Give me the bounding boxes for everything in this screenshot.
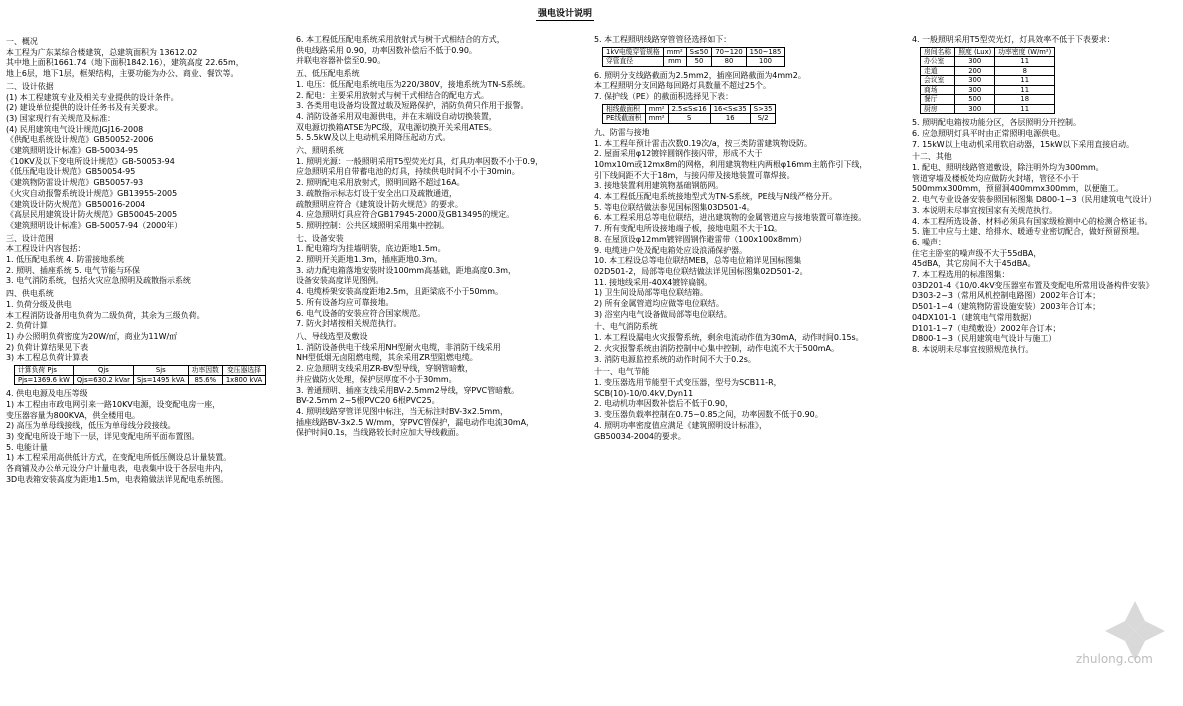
table-cell: 8: [995, 66, 1055, 76]
text-line: 3. 疏散指示标志灯设于安全出口及疏散通道，: [296, 187, 458, 198]
table-cell: mm²: [663, 47, 686, 57]
column-2: [296, 34, 581, 438]
table-cell: S: [668, 114, 710, 124]
text-line: 04DX101-1（建筑电气常用数据）: [912, 311, 1037, 322]
text-line: 5. 照明控制：公共区域照明采用集中控制。: [296, 219, 450, 230]
text-line: 8. 在屋顶设φ12mm镀锌圆钢作避雷带（100x100x8mm）: [594, 233, 807, 244]
text-line: 10. 本工程设总等电位联结MEB，总等电位箱详见国标图集: [594, 255, 802, 266]
table-row: [921, 76, 1055, 86]
text-line: 本工程消防设备用电负荷为二级负荷，其余为三级负荷。: [6, 309, 205, 320]
text-line: 5. 照明配电箱按功能分区，各层照明分开控制。: [912, 117, 1081, 128]
text-line: 1. 消防设备供电干线采用NH型耐火电缆，非消防干线采用: [296, 341, 501, 352]
text-line: 2) 所有金属管道均应做等电位联结。: [594, 298, 724, 309]
table-cell: 厨房: [921, 104, 955, 114]
table-cell: 商场: [921, 85, 955, 95]
table-cell: 相线截面积: [603, 104, 646, 114]
text-line: 45dBA，其它房间不大于45dBA。: [912, 258, 1036, 269]
table-cell: 房间名称: [921, 47, 955, 57]
text-line: 03D201-4《10/0.4kV变压器室布置及变配电所常用设备构件安装》: [912, 279, 1154, 290]
text-line: 1. 电压：低压配电系统电压为220/380V，接地系统为TN-S系统。: [296, 78, 531, 89]
table-cell: 50: [686, 57, 712, 67]
text-line: 《建筑物防雷设计规范》GB50057-93: [6, 177, 144, 188]
text-line: 02D501-2，局部等电位联结做法详见国标图集02D501-2。: [594, 265, 808, 276]
table-row: [921, 47, 1055, 57]
text-line: 6. 照明分支线路截面为2.5mm2，插座回路截面为4mm2。: [594, 69, 806, 80]
text-line: 6. 应急照明灯具平时由正常照明电源供电。: [912, 127, 1066, 138]
text-line: 《高层民用建筑设计防火规范》GB50045-2005: [6, 209, 178, 220]
table-row: [603, 47, 785, 57]
column-4: [912, 34, 1180, 355]
text-line: 6. 噪声：: [912, 236, 946, 247]
text-line: 管道穿墙及楼板处均应做防火封堵，管径不小于: [912, 172, 1079, 183]
table-cell: 计算负荷 Pjs: [15, 366, 74, 376]
text-line: 6. 本工程低压配电系统采用放射式与树干式相结合的方式，: [296, 34, 505, 44]
table-lux: [920, 47, 1055, 115]
text-line: 7. 所有变配电所设接地端子板，接地电阻不大于1Ω。: [594, 223, 783, 234]
text-line: 3. 电气消防系统，包括火灾应急照明及疏散指示系统: [6, 275, 191, 286]
text-line: 六、照明系统: [296, 145, 344, 156]
text-line: 《供配电系统设计规范》GB50052-2006: [6, 134, 154, 145]
text-line: 4. 供电电源及电压等级: [6, 388, 88, 399]
text-line: 5. 所有设备均应可靠接地。: [296, 296, 394, 307]
text-line: 并联电容器补偿至0.90。: [296, 55, 386, 66]
text-line: 应急照明采用自带蓄电池的灯具，持续供电时间不小于30min。: [296, 166, 520, 177]
text-line: D501-1~4（建筑物防雷设施安装）2003年合订本；: [912, 301, 1101, 312]
table-cell: 11: [995, 57, 1055, 67]
text-line: 《10KV及以下变电所设计规范》GB-50053-94: [6, 155, 175, 166]
text-line: 1) 卫生间设局部等电位联结箱。: [594, 287, 708, 298]
text-line: 保护时间0.1s，当线路较长时应加大导线截面。: [296, 427, 464, 438]
text-line: 2) 负荷计算结果见下表: [6, 341, 89, 352]
text-line: 2. 应急照明支线采用ZR-BV型导线，穿钢管暗敷，: [296, 363, 473, 374]
text-line: SCB(10)-10/0.4kV,Dyn11: [594, 387, 694, 398]
text-line: 十二、其他: [912, 151, 952, 162]
table-cell: 70~120: [712, 47, 746, 57]
table-cell: 300: [955, 85, 995, 95]
text-line: 供电线路采用 0.90，功率因数补偿后不低于0.90。: [296, 44, 477, 55]
text-line: 4. 一般照明采用T5型荧光灯，灯具效率不低于下表要求：: [912, 34, 1115, 44]
table-cell: 300: [955, 57, 995, 67]
table-cell: 11: [995, 85, 1055, 95]
table-cell: 16<S≤35: [710, 104, 750, 114]
text-line: 引下线间距不大于18m，与接闪带及接地装置可靠焊接。: [594, 169, 795, 180]
text-line: 1. 变压器选用节能型干式变压器，型号为SCB11-R，: [594, 376, 782, 387]
text-line: 4. 照明功率密度值应满足《建筑照明设计标准》，: [594, 419, 767, 430]
text-line: 3. 接地装置利用建筑物基础钢筋网。: [594, 180, 724, 191]
text-line: 1) 本工程由市政电网引来一路10KV电源，设变配电房一座，: [6, 398, 221, 409]
text-line: 7. 15kW以上电动机采用软启动器，15kW以下采用直接启动。: [912, 138, 1135, 149]
table-row: [15, 366, 266, 376]
column-3: [594, 34, 899, 441]
text-line: 1. 配电箱均为挂墙明装，底边距地1.5m。: [296, 243, 446, 254]
text-line: (3) 国家现行有关规范及标准：: [6, 112, 116, 123]
text-line: 1. 照明光源：一般照明采用T5型荧光灯具，灯具功率因数不小于0.9，: [296, 155, 544, 166]
table-cell: 80: [712, 57, 746, 67]
text-line: 11. 接地线采用-40X4镀锌扁钢。: [594, 276, 713, 287]
table-pe: [602, 104, 776, 124]
text-line: 4. 应急照明灯具应符合GB17945-2000及GB13495的规定。: [296, 209, 515, 220]
text-line: 十、电气消防系统: [594, 321, 658, 332]
column-1: [6, 34, 278, 484]
table-cell: S≤50: [686, 47, 712, 57]
table-cell: 穿管直径: [603, 57, 664, 67]
text-line: 双电源切换箱ATSE为PC级，双电源切换开关采用ATES。: [296, 121, 497, 132]
table-cell: 18: [995, 95, 1055, 105]
table-cell: 150~185: [746, 47, 785, 57]
text-line: 4. 本工程低压配电系统接地型式为TN-S系统，PE线与N线严格分开。: [594, 191, 838, 202]
text-line: 3D电表箱安装高度为距地1.5m，电表箱做法详见配电系统图。: [6, 473, 229, 484]
text-line: 2. 配电：主要采用放射式与树干式相结合的配电方式。: [296, 89, 489, 100]
text-line: (1) 本工程建筑专业及相关专业提供的设计条件。: [6, 91, 179, 102]
text-line: 3. 本说明未尽事宜按国家有关规范执行。: [912, 204, 1058, 215]
text-line: 2. 火灾报警系统由消防控制中心集中控制，动作电流不大于500mA。: [594, 342, 839, 353]
text-line: 5. 施工中应与土建、给排水、暖通专业密切配合，做好预留预埋。: [912, 226, 1145, 237]
table-load: [14, 365, 266, 385]
table-cell: Qjs: [73, 366, 133, 376]
text-line: 7. 防火封堵按相关规范执行。: [296, 318, 402, 329]
text-line: 1. 本工程设漏电火灾报警系统，剩余电流动作值为30mA，动作时间0.15s。: [594, 332, 864, 343]
text-line: BV-2.5mm 2~5根PVC20 6根PVC25。: [296, 395, 440, 406]
text-line: 住宅主卧室的噪声级不大于55dBA，: [912, 247, 1042, 258]
text-line: 4. 消防设备采用双电源供电，并在末端设自动切换装置，: [296, 110, 497, 121]
text-line: 《建筑设计防火规范》GB50016-2004: [6, 198, 146, 209]
text-line: 5. 本工程照明线路穿管管径选择如下：: [594, 34, 732, 44]
text-line: 本工程照明分支回路每回路灯具数量不超过25个。: [594, 80, 771, 91]
text-line: 2. 照明配电采用放射式，照明回路不超过16A。: [296, 177, 465, 188]
text-line: 7. 本工程选用的标准图集：: [912, 269, 1010, 280]
text-line: 3. 普通照明、插座支线采用BV-2.5mm2导线，穿PVC管暗敷。: [296, 384, 519, 395]
text-line: 3) 浴室内电气设备做局部等电位联结。: [594, 308, 732, 319]
text-line: 一、概况: [6, 36, 38, 46]
text-line: 3) 本工程总负荷计算表: [6, 352, 89, 363]
text-line: 并应做防火处理，保护层厚度不小于30mm。: [296, 373, 457, 384]
text-line: 五、低压配电系统: [296, 68, 360, 79]
text-line: 6. 电气设备的安装应符合国家规范。: [296, 307, 426, 318]
text-line: 七、设备安装: [296, 232, 344, 243]
text-line: 疏散照明应符合《建筑设计防火规范》的要求。: [296, 198, 463, 209]
text-line: 5. 等电位联结做法参见国标图集03D501-4。: [594, 201, 755, 212]
text-line: GB50034-2004的要求。: [594, 430, 686, 441]
text-line: 《低压配电设计规范》GB50054-95: [6, 166, 136, 177]
text-line: 各商铺及办公单元设分户计量电表，电表集中设于各层电井内，: [6, 463, 229, 474]
text-line: 设备安装高度详见图例。: [296, 275, 384, 286]
text-line: 本工程为广东某综合楼建筑，总建筑面积为 13612.02: [6, 46, 198, 57]
text-line: 2. 负荷计算: [6, 320, 48, 331]
table-cell: 200: [955, 66, 995, 76]
table-cell: 走道: [921, 66, 955, 76]
text-line: 9. 电缆进户处及配电箱处应设浪涌保护器。: [594, 244, 748, 255]
table-cell: Qjs=630.2 kVar: [73, 375, 133, 385]
table-cell: Sjs=1495 kVA: [133, 375, 188, 385]
table-cell: S>35: [750, 104, 776, 114]
table-cell: 会议室: [921, 76, 955, 86]
text-line: 《火灾自动报警系统设计规范》GB13955-2005: [6, 187, 178, 198]
text-line: NH型低烟无卤阻燃电缆，其余采用ZR型阻燃电缆。: [296, 352, 478, 363]
table-cell: 100: [746, 57, 785, 67]
table-row: [603, 114, 776, 124]
table-cell: 办公室: [921, 57, 955, 67]
text-line: 4. 本工程所选设备、材料必须具有国家级检测中心的检测合格证书。: [912, 215, 1153, 226]
text-line: 《建筑照明设计标准》GB-50034-95: [6, 145, 139, 156]
text-line: (2) 建设单位提供的设计任务书及有关要求。: [6, 102, 163, 113]
table-cell: 1kV电缆穿管规格: [603, 47, 664, 57]
table-row: [921, 66, 1055, 76]
text-line: 3. 各类用电设备均设置过载及短路保护，消防负荷只作用于报警。: [296, 100, 529, 111]
text-line: 1. 配电、照明线路管道敷设，除注明外均为300mm。: [912, 162, 1104, 173]
table-cell: 功率密度 (W/m²): [995, 47, 1055, 57]
table-cell: 300: [955, 76, 995, 86]
table-cell: mm²: [645, 114, 668, 124]
text-line: 1. 负荷分级及供电: [6, 298, 72, 309]
text-line: 1) 办公照明负荷密度为20W/㎡，商业为11W/㎡: [6, 330, 178, 341]
page-title: 强电设计说明: [536, 6, 594, 21]
text-line: 本工程设计内容包括：: [6, 243, 86, 254]
text-line: 7. 保护线（PE）的截面积选择见下表：: [594, 91, 734, 102]
text-line: 3. 消防电源监控系统的动作时间不大于0.2s。: [594, 353, 756, 364]
text-line: 十一、电气节能: [594, 366, 650, 377]
text-line: 八、导线选型及敷设: [296, 330, 368, 341]
text-line: 1) 本工程采用高供低计方式，在变配电所低压侧设总计量装置。: [6, 452, 232, 463]
table-cell: 16: [710, 114, 750, 124]
text-line: 《建筑照明设计标准》GB-50057-94（2000年）: [6, 219, 183, 230]
table-cell: mm²: [645, 104, 668, 114]
text-line: 三、设计范围: [6, 232, 54, 243]
text-line: 地上6层，地下1层，框架结构，主要功能为办公、商业、餐饮等。: [6, 68, 239, 79]
text-line: 4. 电缆桥架安装高度距地2.5m，且距梁底不小于50mm。: [296, 286, 503, 297]
text-line: 3. 变压器负载率控制在0.75~0.85之间，功率因数不低于0.90。: [594, 409, 823, 420]
text-line: 其中地上面积1661.74（地下面积1842.16），建筑高度 22.65m，: [6, 57, 244, 68]
table-cell: 11: [995, 104, 1055, 114]
text-line: 4. 照明线路穿管详见图中标注，当无标注时BV-3x2.5mm，: [296, 405, 508, 416]
table-row: [603, 104, 776, 114]
text-line: 5. 5.5kW及以上电动机采用降压起动方式。: [296, 132, 451, 143]
table-row: [15, 375, 266, 385]
text-line: (4) 民用建筑电气设计规范JGJ16-2008: [6, 123, 144, 134]
table-cell: mm: [663, 57, 686, 67]
table-row: [921, 85, 1055, 95]
table-cell: S/2: [750, 114, 776, 124]
text-line: 5. 电能计量: [6, 441, 48, 452]
table-row: [921, 95, 1055, 105]
table-cell: 85.6%: [188, 375, 222, 385]
text-line: 2. 电气专业设备安装参照国标图集 D800-1~3（民用建筑电气设计）: [912, 194, 1157, 205]
text-line: D101-1~7（电缆敷设）2002年合订本；: [912, 322, 1061, 333]
table-cell: Sjs: [133, 366, 188, 376]
table-row: [921, 104, 1055, 114]
text-line: 3. 动力配电箱落地安装时设100mm高基础，距地高度0.3m，: [296, 264, 516, 275]
text-line: 3) 变配电所设于地下一层，详见变配电所平面布置图。: [6, 430, 200, 441]
text-line: 2. 电动机功率因数补偿后不低于0.90，: [594, 398, 733, 409]
table-cell: PE线截面积: [603, 114, 646, 124]
text-line: 变压器容量为800KVA，供全楼用电。: [6, 409, 140, 420]
table-cell: 照度 (Lux): [955, 47, 995, 57]
text-line: D303-2~3（常用风机控制电路图）2002年合订本；: [912, 290, 1101, 301]
text-line: 插座线路BV-3x2.5 W/mm，穿PVC管保护，漏电动作电流30mA，: [296, 416, 535, 427]
table-cell: 300: [955, 104, 995, 114]
text-line: 2. 照明开关距地1.3m，插座距地0.3m。: [296, 254, 443, 265]
text-line: D800-1~3（民用建筑电气设计与施工）: [912, 333, 1057, 344]
text-line: 2) 高压为单母线接线，低压为单母线分段接线。: [6, 420, 176, 431]
table-cell: 500: [955, 95, 995, 105]
table-cell: 功率因数: [188, 366, 222, 376]
table-row: [603, 57, 785, 67]
text-line: 2. 照明、插座系统 5. 电气节能与环保: [6, 264, 140, 275]
table-conduit: [602, 47, 785, 67]
text-line: 8. 本说明未尽事宜按照规范执行。: [912, 343, 1034, 354]
table-cell: 11: [995, 76, 1055, 86]
watermark: zhulong.com: [1076, 652, 1153, 666]
text-line: 2. 屋面采用φ12镀锌圆钢作接闪带，形成不大于: [594, 148, 763, 159]
table-cell: 2.5≤S≤16: [668, 104, 710, 114]
text-line: 二、设计依据: [6, 80, 54, 91]
text-line: 1. 本工程年预计雷击次数0.19次/a，按三类防雷建筑物设防。: [594, 137, 812, 148]
text-line: 6. 本工程采用总等电位联结，进出建筑物的金属管道应与接地装置可靠连接。: [594, 212, 867, 223]
text-line: 10mx10m或12mx8m的网格，利用建筑物柱内两根φ16mm主筋作引下线，: [594, 158, 868, 169]
text-line: 九、防雷与接地: [594, 126, 650, 137]
table-cell: 变压器选择: [222, 366, 265, 376]
text-line: 500mmx300mm，预留洞400mmx300mm，以便施工。: [912, 183, 1124, 194]
table-row: [921, 57, 1055, 67]
table-cell: Pjs=1369.6 kW: [15, 375, 74, 385]
table-cell: 餐厅: [921, 95, 955, 105]
table-cell: 1x800 kVA: [222, 375, 265, 385]
text-line: 1. 低压配电系统 4. 防雷接地系统: [6, 254, 125, 265]
text-line: 四、供电系统: [6, 288, 54, 299]
